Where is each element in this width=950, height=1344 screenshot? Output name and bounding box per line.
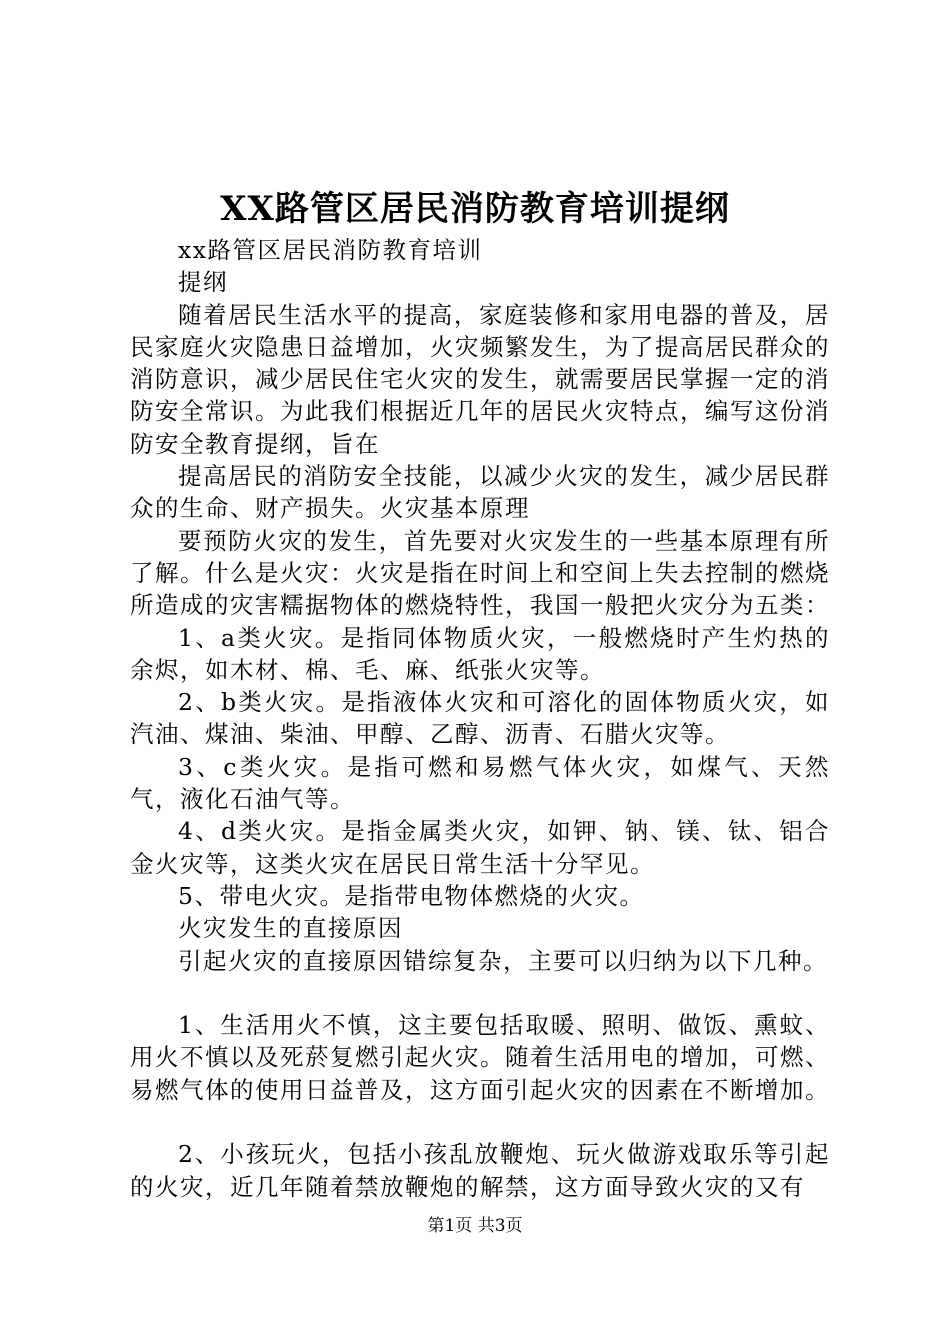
paragraph-list-item: 1、a类火灾。是指同体物质火灾，一般燃烧时产生灼热的余烬，如木材、棉、毛、麻、纸张火灾等。 bbox=[130, 623, 830, 684]
paragraph-subtitle: xx路管区居民消防教育培训 bbox=[178, 236, 483, 264]
paragraph: 引起火灾的直接原因错综复杂，主要可以归纳为以下几种。 bbox=[178, 946, 828, 975]
section-heading: 火灾发生的直接原因 bbox=[178, 914, 403, 943]
blank-line bbox=[130, 977, 830, 1009]
document-body bbox=[130, 234, 830, 1203]
blank-line bbox=[130, 1106, 830, 1138]
paragraph: 提高居民的消防安全技能，以减少火灾的发生，减少居民群众的生命、财产损失。火灾基本原理 bbox=[130, 462, 830, 523]
page-footer: 第1页 共3页 bbox=[427, 1216, 523, 1236]
paragraph-list-item: 2、b类火灾。是指液体火灾和可溶化的固体物质火灾，如汽油、煤油、柴油、甲醇、乙醇、沥青、石腊火灾等。 bbox=[130, 688, 830, 749]
paragraph-list-item: 2、小孩玩火，包括小孩乱放鞭炮、玩火做游戏取乐等引起的火灾，近几年随着禁放鞭炮的解禁，这方面导致火灾的又有 bbox=[130, 1140, 830, 1201]
paragraph-list-item: 3、c类火灾。是指可燃和易燃气体火灾，如煤气、天然气，液化石油气等。 bbox=[130, 752, 830, 814]
paragraph-list-item: 4、d类火灾。是指金属类火灾，如钾、钠、镁、钛、铝合金火灾等，这类火灾在居民日常生活十分罕见。 bbox=[130, 817, 830, 878]
document-title: XX路管区居民消防教育培训提纲 bbox=[220, 189, 730, 229]
paragraph-list-item: 1、生活用火不慎，这主要包括取暖、照明、做饭、熏蚊、用火不慎以及死菸复燃引起火灾。随着生活用电的增加，可燃、易燃气体的使用日益普及，这方面引起火灾的因素在不断增加。 bbox=[130, 1011, 830, 1104]
paragraph: 随着居民生活水平的提高，家庭装修和家用电器的普及，居民家庭火灾隐患日益增加，火灾频繁发生，为了提高居民群众的消防意识，减少居民住宅火灾的发生，就需要居民掌握一定的消防安全常识。为此我们根据近几年的居民火灾特点，编写这份消防安全教育提纲，旨在 bbox=[130, 300, 830, 458]
paragraph: 要预防火灾的发生，首先要对火灾发生的一些基本原理有所了解。什么是火灾：火灾是指在时间上和空间上失去控制的燃烧所造成的灾害糯据物体的燃烧特性，我国一般把火灾分为五类： bbox=[130, 526, 830, 620]
paragraph-subtitle-2: 提纲 bbox=[178, 268, 228, 297]
paragraph-list-item: 5、带电火灾。是指带电物体燃烧的火灾。 bbox=[178, 881, 645, 910]
